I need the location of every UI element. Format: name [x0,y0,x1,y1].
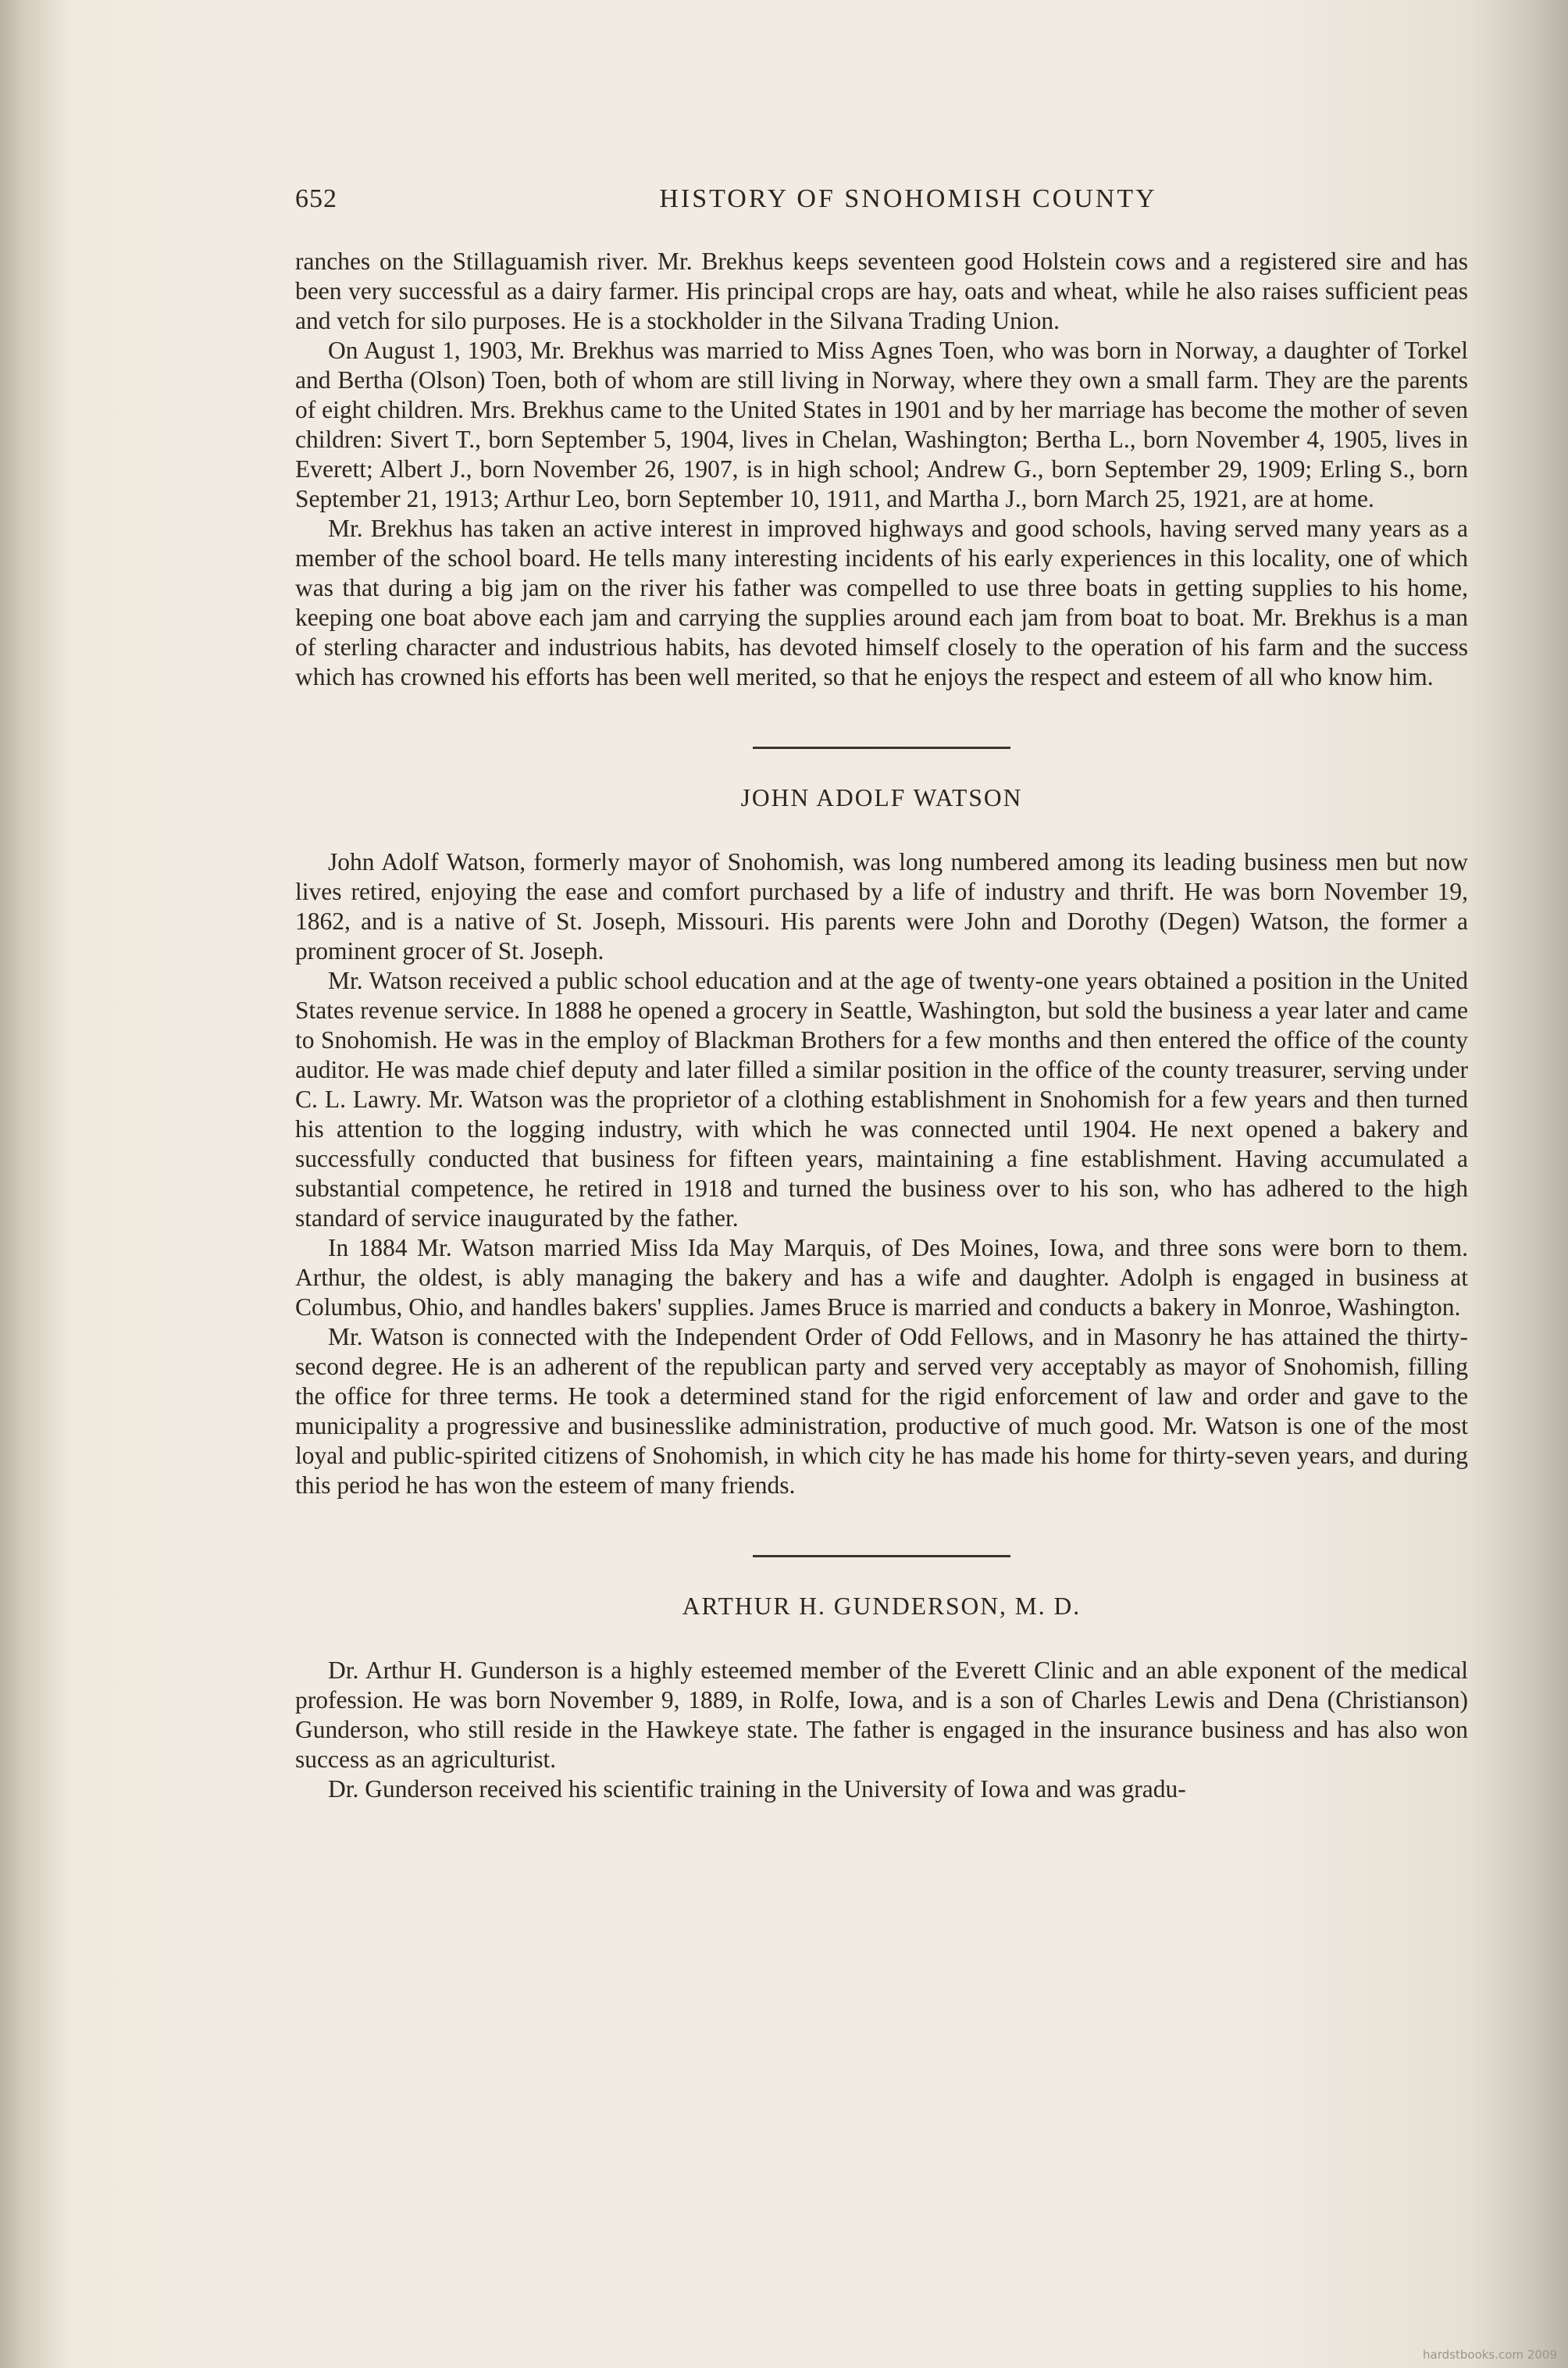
section-divider [753,747,1010,749]
paragraph: In 1884 Mr. Watson married Miss Ida May Marquis, of Des Moines, Iowa, and three sons were born to them. Arthur, the oldest, is ably managing the bakery and has a wife and daughter. Adolph is engaged in business at Columbus, Ohio, and handles bakers' supplies. James Bruce is married and conducts a bakery in Monroe, Washington. [295,1234,1468,1321]
watermark: hardstbooks.com 2009 [1423,2348,1557,2362]
page-header [295,184,1474,231]
page-gutter-shadow [0,0,70,2368]
page-body [295,247,1468,1804]
section-heading-john-adolf-watson: JOHN ADOLF WATSON [740,784,1023,811]
paragraph: Mr. Brekhus has taken an active interest in improved highways and good schools, having served many years as a member of the school board. He tells many interesting incidents of his early experiences in this locality, one of which was that during a big jam on the river his father was compelled to use three boats in getting supplies to his home, keeping one boat above each jam and carrying the supplies around each jam from boat to boat. Mr. Brekhus is a man of sterling character and industrious habits, has devoted himself closely to the operation of his farm and the success which has crowned his efforts has been well merited, so that he enjoys the respect and esteem of all who know him. [295,515,1468,690]
section-heading-arthur-h-gunderson: ARTHUR H. GUNDERSON, M. D. [682,1592,1082,1620]
paragraph: Mr. Watson received a public school education and at the age of twenty-one years obtained a position in the United States revenue service. In 1888 he opened a grocery in Seattle, Washington, but sold the business a year later and came to Snohomish. He was in the employ of Blackman Brothers for a few months and then entered the office of the county auditor. He was made chief deputy and later filled a similar position in the office of the county treasurer, serving under C. L. Lawry. Mr. Watson was the proprietor of a clothing establishment in Snohomish for a few years and then turned his attention to the logging industry, with which he was connected until 1904. He next opened a bakery and successfully conducted that business for fifteen years, maintaining a fine establishment. Having accumulated a substantial competence, he retired in 1918 and turned the business over to his son, who has adhered to the high standard of service inaugurated by the father. [295,967,1468,1232]
paragraph: Dr. Arthur H. Gunderson is a highly esteemed member of the Everett Clinic and an able exponent of the medical profession. He was born November 9, 1889, in Rolfe, Iowa, and is a son of Charles Lewis and Dena (Christianson) Gunderson, who still reside in the Hawkeye state. The father is engaged in the insurance business and has also won success as an agriculturist. [295,1657,1468,1773]
paragraph: Mr. Watson is connected with the Independent Order of Odd Fellows, and in Masonry he has attained the thirty-second degree. He is an adherent of the republican party and served very acceptably as mayor of Snohomish, filling the office for three terms. He took a determined stand for the rigid enforcement of law and order and gave to the municipality a progressive and businesslike administration, productive of much good. Mr. Watson is one of the most loyal and public-spirited citizens of Snohomish, in which city he has made his home for thirty-seven years, and during this period he has won the esteem of many friends. [295,1323,1468,1499]
paragraph: ranches on the Stillaguamish river. Mr. Brekhus keeps seventeen good Holstein cows and a registered sire and has been very successful as a dairy farmer. His principal crops are hay, oats and wheat, while he also raises sufficient peas and vetch for silo purposes. He is a stockholder in the Silvana Trading Union. [295,248,1468,334]
running-title: HISTORY OF SNOHOMISH COUNTY [659,184,1157,213]
paragraph: Dr. Gunderson received his scientific training in the University of Iowa and was gradu- [328,1775,1186,1803]
page-number: 652 [295,184,337,213]
paragraph: On August 1, 1903, Mr. Brekhus was married to Miss Agnes Toen, who was born in Norway, a daughter of Torkel and Bertha (Olson) Toen, both of whom are still living in Norway, where they own a small farm. They are the parents of eight children. Mrs. Brekhus came to the United States in 1901 and by her marriage has become the mother of seven children: Sivert T., born September 5, 1904, lives in Chelan, Washington; Bertha L., born November 4, 1905, lives in Everett; Albert J., born November 26, 1907, is in high school; Andrew G., born September 29, 1909; Erling S., born September 21, 1913; Arthur Leo, born September 10, 1911, and Martha J., born March 25, 1921, are at home. [295,337,1468,512]
paragraph: John Adolf Watson, formerly mayor of Snohomish, was long numbered among its leading business men but now lives retired, enjoying the ease and comfort purchased by a life of industry and thrift. He was born November 19, 1862, and is a native of St. Joseph, Missouri. His parents were John and Dorothy (Degen) Watson, the former a prominent grocer of St. Joseph. [295,848,1468,965]
section-divider [753,1555,1010,1557]
